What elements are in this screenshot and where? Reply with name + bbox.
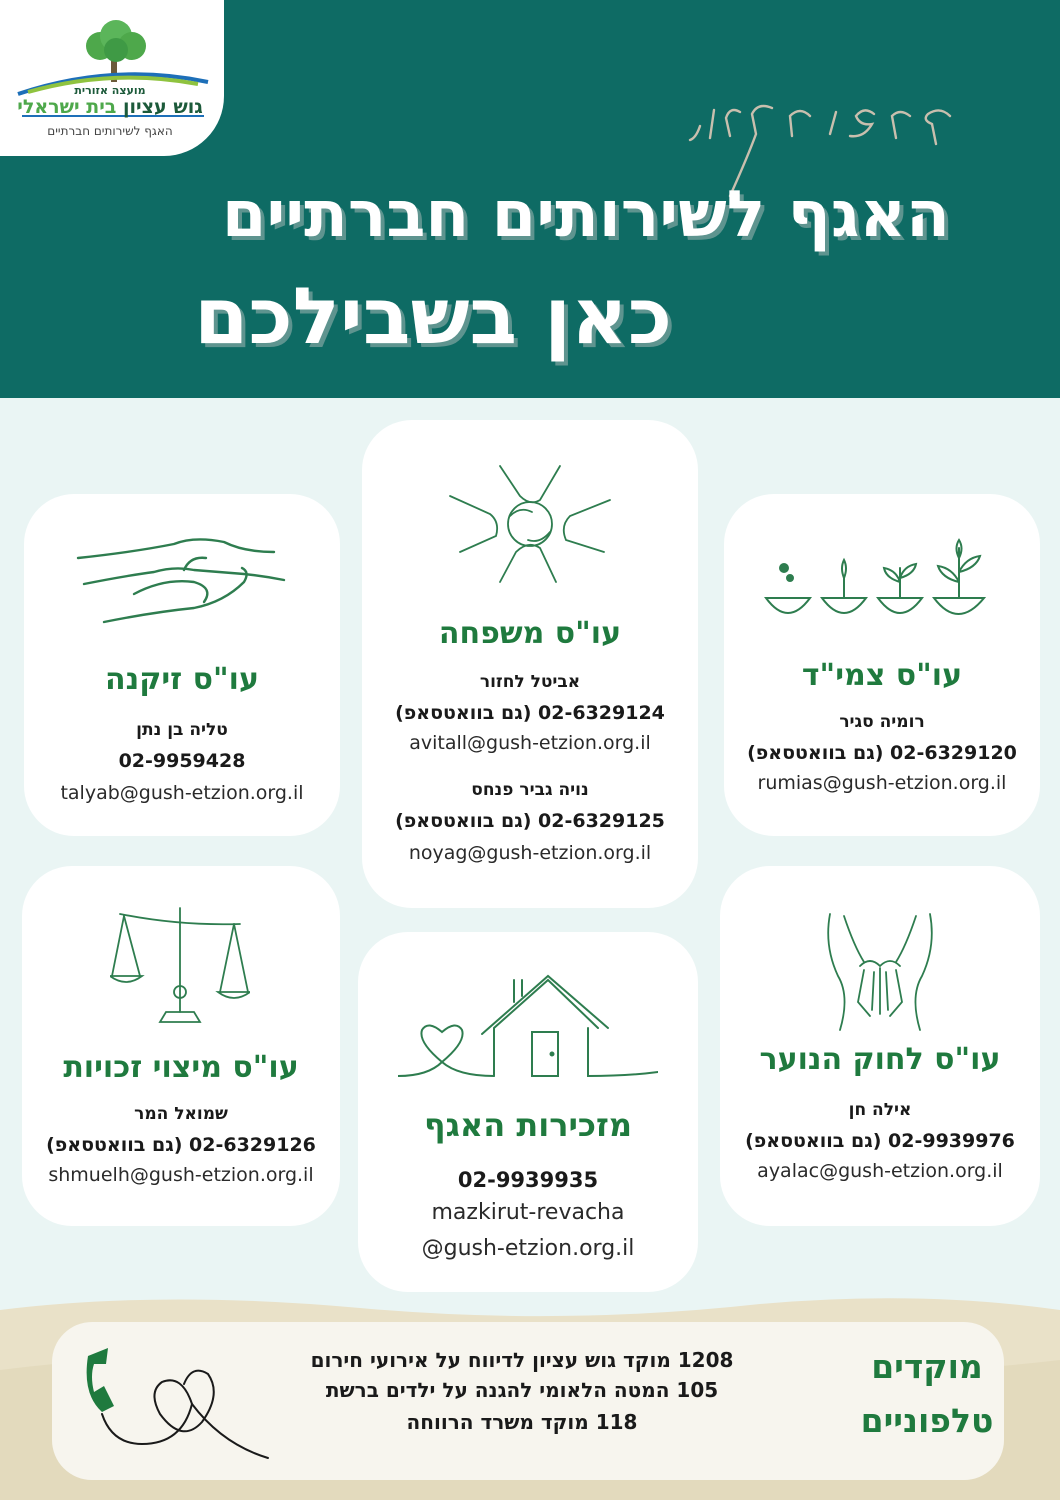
card-rights-contact: שמואל המר: [134, 1104, 228, 1124]
page-title-line2: כאן בשבילכם: [194, 272, 672, 362]
hotlines-title-line2: טלפוניים: [860, 1401, 994, 1440]
card-elderly-phone[interactable]: 02-9959428: [118, 750, 246, 772]
logo-department: האגף לשירותים חברתיים: [47, 124, 173, 138]
card-youth-law-contact: אילה חן: [848, 1100, 912, 1120]
logo-council-label: מועצה אזורית: [74, 84, 146, 97]
card-rights[interactable]: [22, 866, 340, 1226]
card-secretariat-email-line1[interactable]: mazkirut-revacha: [431, 1200, 625, 1225]
page-title-line1: האגף לשירותים חברתיים: [221, 178, 950, 252]
card-tsamid-phone[interactable]: 02-6329120 (גם בוואטסאפ): [747, 742, 1017, 764]
hotlines-title-line1: מוקדים: [871, 1347, 983, 1386]
card-youth-law-phone[interactable]: 02-9939976 (גם בוואטסאפ): [745, 1130, 1015, 1152]
council-logo[interactable]: [0, 0, 224, 156]
card-family-contact1-phone[interactable]: 02-6329124 (גם בוואטסאפ): [395, 702, 665, 724]
scales-justice-icon: [110, 902, 250, 1032]
hotlines-panel: [52, 1322, 1004, 1480]
card-elderly-contact: טליה בן נתן: [136, 720, 228, 740]
logo-name-part2: בית ישראלי: [17, 96, 117, 118]
phone-heart-icon: [72, 1334, 312, 1474]
card-rights-email[interactable]: shmuelh@gush-etzion.org.il: [48, 1164, 314, 1186]
card-tsamid-contact: רומיה סגיר: [839, 712, 925, 732]
card-tsamid-title: עו"ס צמי"ד: [801, 658, 963, 693]
card-secretariat-title: מזכירות האגף: [424, 1106, 632, 1144]
card-secretariat[interactable]: [358, 932, 698, 1292]
house-heart-icon: [398, 972, 658, 1082]
card-youth-law-title: עו"ס לחוק הנוער: [759, 1042, 1001, 1077]
card-family-title: עו"ס משפחה: [438, 616, 622, 651]
child-hands-icon: [820, 906, 940, 1036]
card-youth-law[interactable]: [720, 866, 1040, 1226]
card-elderly-email[interactable]: talyab@gush-etzion.org.il: [60, 782, 304, 804]
card-elderly-title: עו"ס זיקנה: [105, 662, 259, 697]
card-elderly[interactable]: [24, 494, 340, 836]
card-tsamid-email[interactable]: rumias@gush-etzion.org.il: [757, 772, 1007, 794]
card-family-contact1-name: אביטל לחזור: [479, 672, 581, 692]
card-rights-title: עו"ס מיצוי זכויות: [63, 1050, 299, 1085]
card-rights-phone[interactable]: 02-6329126 (גם בוואטסאפ): [46, 1134, 316, 1156]
card-youth-law-email[interactable]: ayalac@gush-etzion.org.il: [757, 1160, 1003, 1182]
hands-holding-icon: [74, 522, 294, 632]
card-family-contact2-email[interactable]: noyag@gush-etzion.org.il: [408, 842, 652, 864]
card-family[interactable]: [362, 420, 698, 908]
card-family-contact2-name: נויה גביר פנחס: [471, 780, 589, 800]
header-banner: [0, 0, 1060, 398]
card-secretariat-phone[interactable]: 02-9939935: [457, 1168, 599, 1192]
logo-council-name: [10, 96, 210, 118]
hotline-item-1208[interactable]: 1208 מוקד גוש עציון לדיווח על אירועי חירום: [310, 1348, 734, 1372]
card-tsamid[interactable]: [724, 494, 1040, 836]
hotline-item-105[interactable]: 105 המטה הלאומי להגנה על ילדים ברשת: [325, 1378, 719, 1402]
joined-hands-icon: [440, 456, 620, 586]
card-family-contact2-phone[interactable]: 02-6329125 (גם בוואטסאפ): [395, 810, 665, 832]
hotline-item-118[interactable]: 118 מוקד משרד הרווחה: [406, 1410, 638, 1434]
hotlines-title: [852, 1340, 1002, 1448]
logo-name-part1: גוש עציון: [123, 96, 203, 118]
card-secretariat-email-line2[interactable]: @gush-etzion.org.il: [421, 1236, 635, 1261]
sprouts-growth-icon: [762, 538, 1002, 628]
card-family-contact1-email[interactable]: avitall@gush-etzion.org.il: [409, 732, 651, 754]
